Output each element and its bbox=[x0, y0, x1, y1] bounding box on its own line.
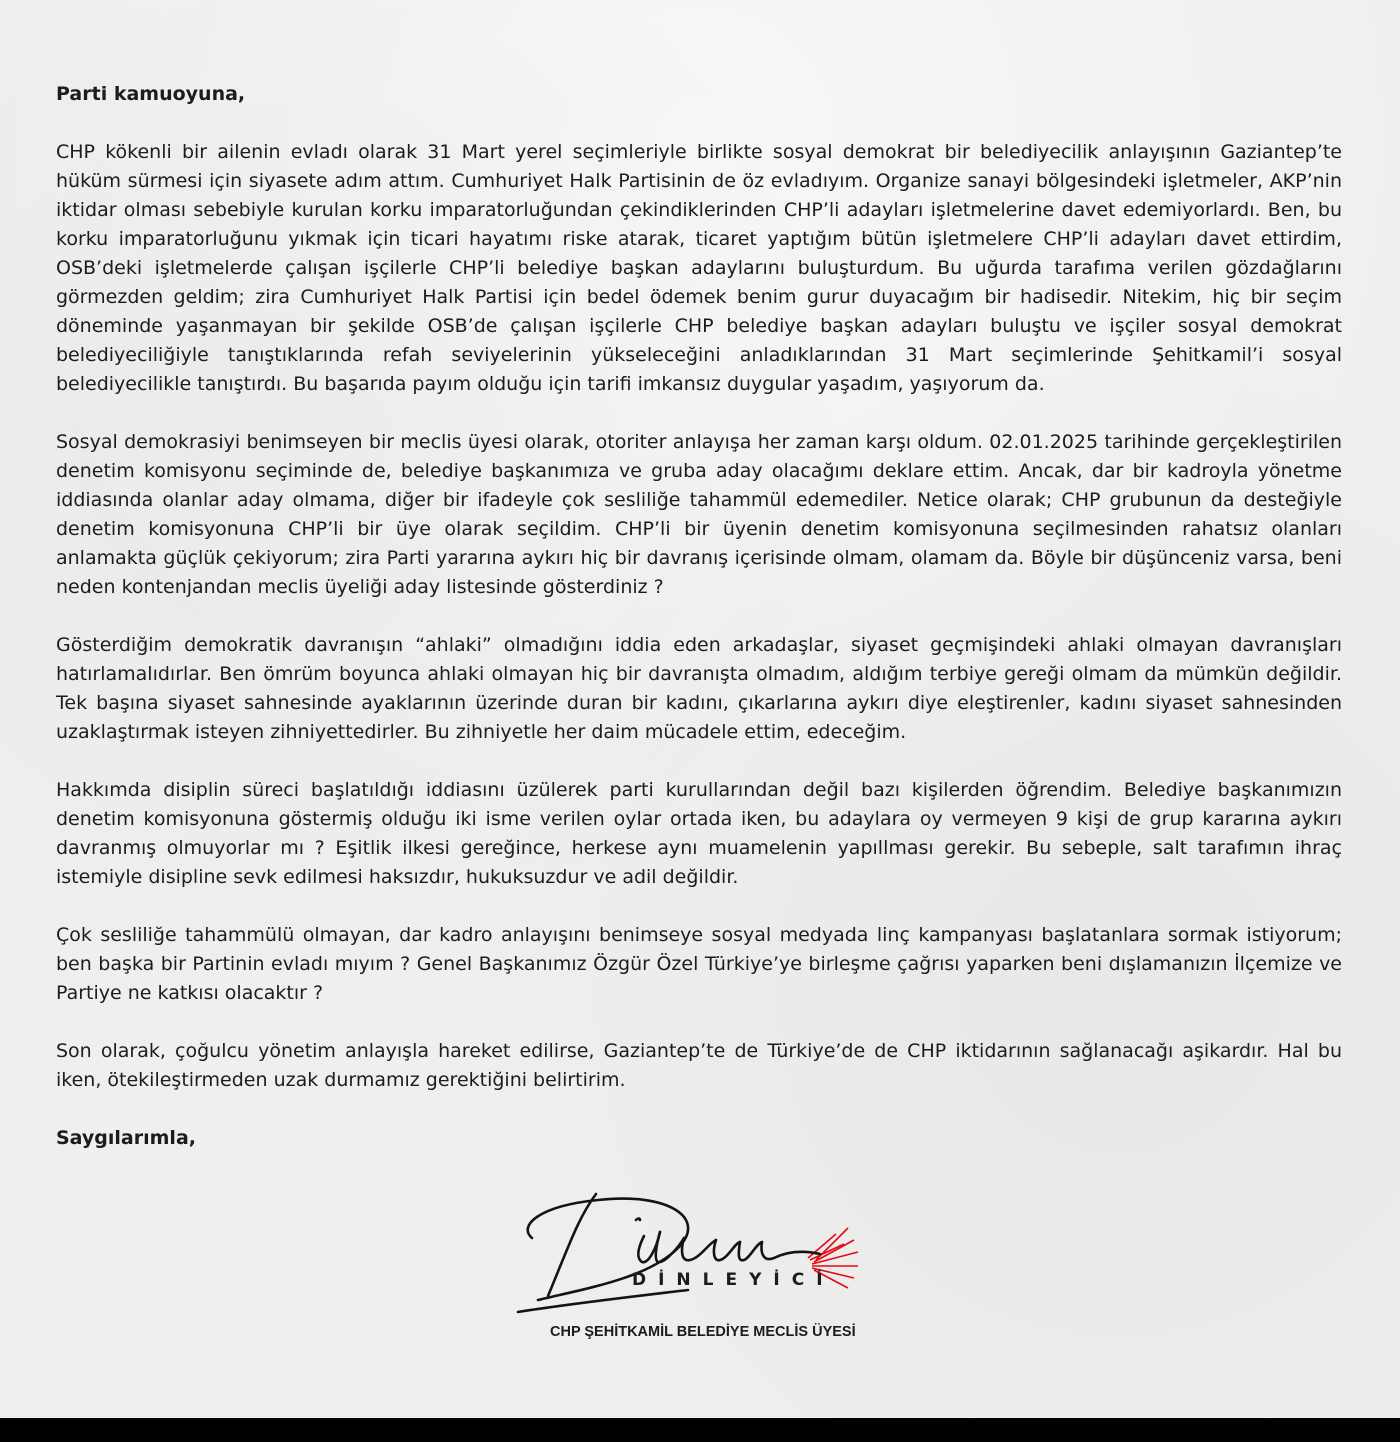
greeting: Parti kamuoyuna, bbox=[56, 83, 246, 105]
signatory-name: DİNLEYİCİ bbox=[632, 1270, 835, 1290]
closing: Saygılarımla, bbox=[56, 1127, 196, 1149]
paragraph-5: Çok sesliliğe tahammülü olmayan, dar kadro anlayışını benimseye sosyal medyada linç kampanyası başlatanlara sormak istiyorum; ben başka bir Partinin evladı mıyım ? Genel Başkanımız Özgür Özel Türkiye’ye birleşme çağrısı yaparken beni dışlamanızın İlçemize ve Partiye ne katkısı olacaktır ? bbox=[56, 924, 1342, 1004]
paragraph-6: Son olarak, çoğulcu yönetim anlayışla hareket edilirse, Gaziantep’te de Türkiye’de de CHP iktidarının sağlanacağı aşikardır. Hal bu iken, ötekileştirmeden uzak durmamız gerektiğini belirtirim. bbox=[56, 1040, 1342, 1091]
handwritten-signature bbox=[508, 1178, 868, 1328]
bottom-bar bbox=[0, 1418, 1400, 1442]
signature-block bbox=[508, 1178, 868, 1358]
paragraph-3: Gösterdiğim demokratik davranışın “ahlaki” olmadığını iddia eden arkadaşlar, siyaset geçmişindeki ahlaki olmayan davranışları hatırlamalıdırlar. Ben ömrüm boyunca ahlaki olmayan hiç bir davranışta olmadım, aldığım terbiye gereği olmam da mümkün değildir. Tek başına siyaset sahnesinde ayaklarının üzerinde duran bir kadını, çıkarlarına aykırı diye eleştirenler, kadını siyaset sahnesinden uzaklaştırmak isteyen zihniyettedirler. Bu zihniyetle her daim mücadele ettim, edeceğim. bbox=[56, 634, 1342, 743]
letter-body bbox=[56, 80, 1342, 1153]
signatory-title: CHP ŞEHİTKAMİL BELEDİYE MECLİS ÜYESİ bbox=[550, 1324, 856, 1340]
paragraph-2: Sosyal demokrasiyi benimseyen bir meclis üyesi olarak, otoriter anlayışa her zaman karşı oldum. 02.01.2025 tarihinde gerçekleştirilen denetim komisyonu seçiminde de, belediye başkanımıza ve gruba aday olacağımı deklare ettim. Ancak, dar bir kadroyla yönetme iddiasında olanlar aday olmama, diğer bir ifadeyle çok sesliliğe tahammül edemediler. Netice olarak; CHP grubunun da desteğiyle denetim komisyonuna CHP’li bir üye olarak seçildim. CHP’li bir üyenin denetim komisyonuna seçilmesinden rahatsız olanları anlamakta güçlük çekiyorum; zira Parti yararına aykırı hiç bir davranış içerisinde olmam, olamam da. Böyle bir düşünceniz varsa, beni neden kontenjandan meclis üyeliği aday listesinde gösterdiniz ? bbox=[56, 431, 1342, 598]
paragraph-4: Hakkımda disiplin süreci başlatıldığı iddiasını üzülerek parti kurullarından değil bazı kişilerden öğrendim. Belediye başkanımızın denetim komisyonuna göstermiş olduğu iki isme verilen oylar ortada iken, bu adaylara oy vermeyen 9 kişi de grup kararına aykırı davranmış olmuyorlar mı ? Eşitlik ilkesi gereğince, herkese aynı muamelenin yapıllması gerekir. Bu sebeple, salt tarafımın ihraç istemiyle disipline sevk edilmesi haksızdır, hukuksuzdur ve adil değildir. bbox=[56, 779, 1342, 888]
paragraph-1: CHP kökenli bir ailenin evladı olarak 31 Mart yerel seçimleriyle birlikte sosyal demokrat bir belediyecilik anlayışının Gaziantep’te hüküm sürmesi için siyasete adım attım. Cumhuriyet Halk Partisinin de öz evladıyım. Organize sanayi bölgesindeki işletmeler, AKP’nin iktidar olması sebebiyle kurulan korku imparatorluğundan çekindiklerinden CHP’li adayları işletmelerine davet edemiyorlardı. Ben, bu korku imparatorluğunu yıkmak için ticari hayatımı riske atarak, ticaret yaptığım bütün işletmelere CHP’li adayları davet ettirdim, OSB’deki işletmelerde çalışan işçilerle CHP’li belediye başkan adaylarını buluşturdum. Bu uğurda tarafıma verilen gözdağlarını görmezden geldim; zira Cumhuriyet Halk Partisi için bedel ödemek benim gurur duyacağım bir hadisedir. Nitekim, hiç bir seçim döneminde yaşanmayan bir şekilde OSB’de çalışan işçilerle CHP belediye başkan adayları buluştu ve işçiler sosyal demokrat belediyeciliğiyle tanıştıklarında refah seviyelerinin yükseleceğini anladıklarından 31 Mart seçimlerinde Şehitkamil’i sosyal belediyecilikle tanıştırdı. Bu başarıda payım olduğu için tarifi imkansız duygular yaşadım, yaşıyorum da. bbox=[56, 141, 1342, 395]
